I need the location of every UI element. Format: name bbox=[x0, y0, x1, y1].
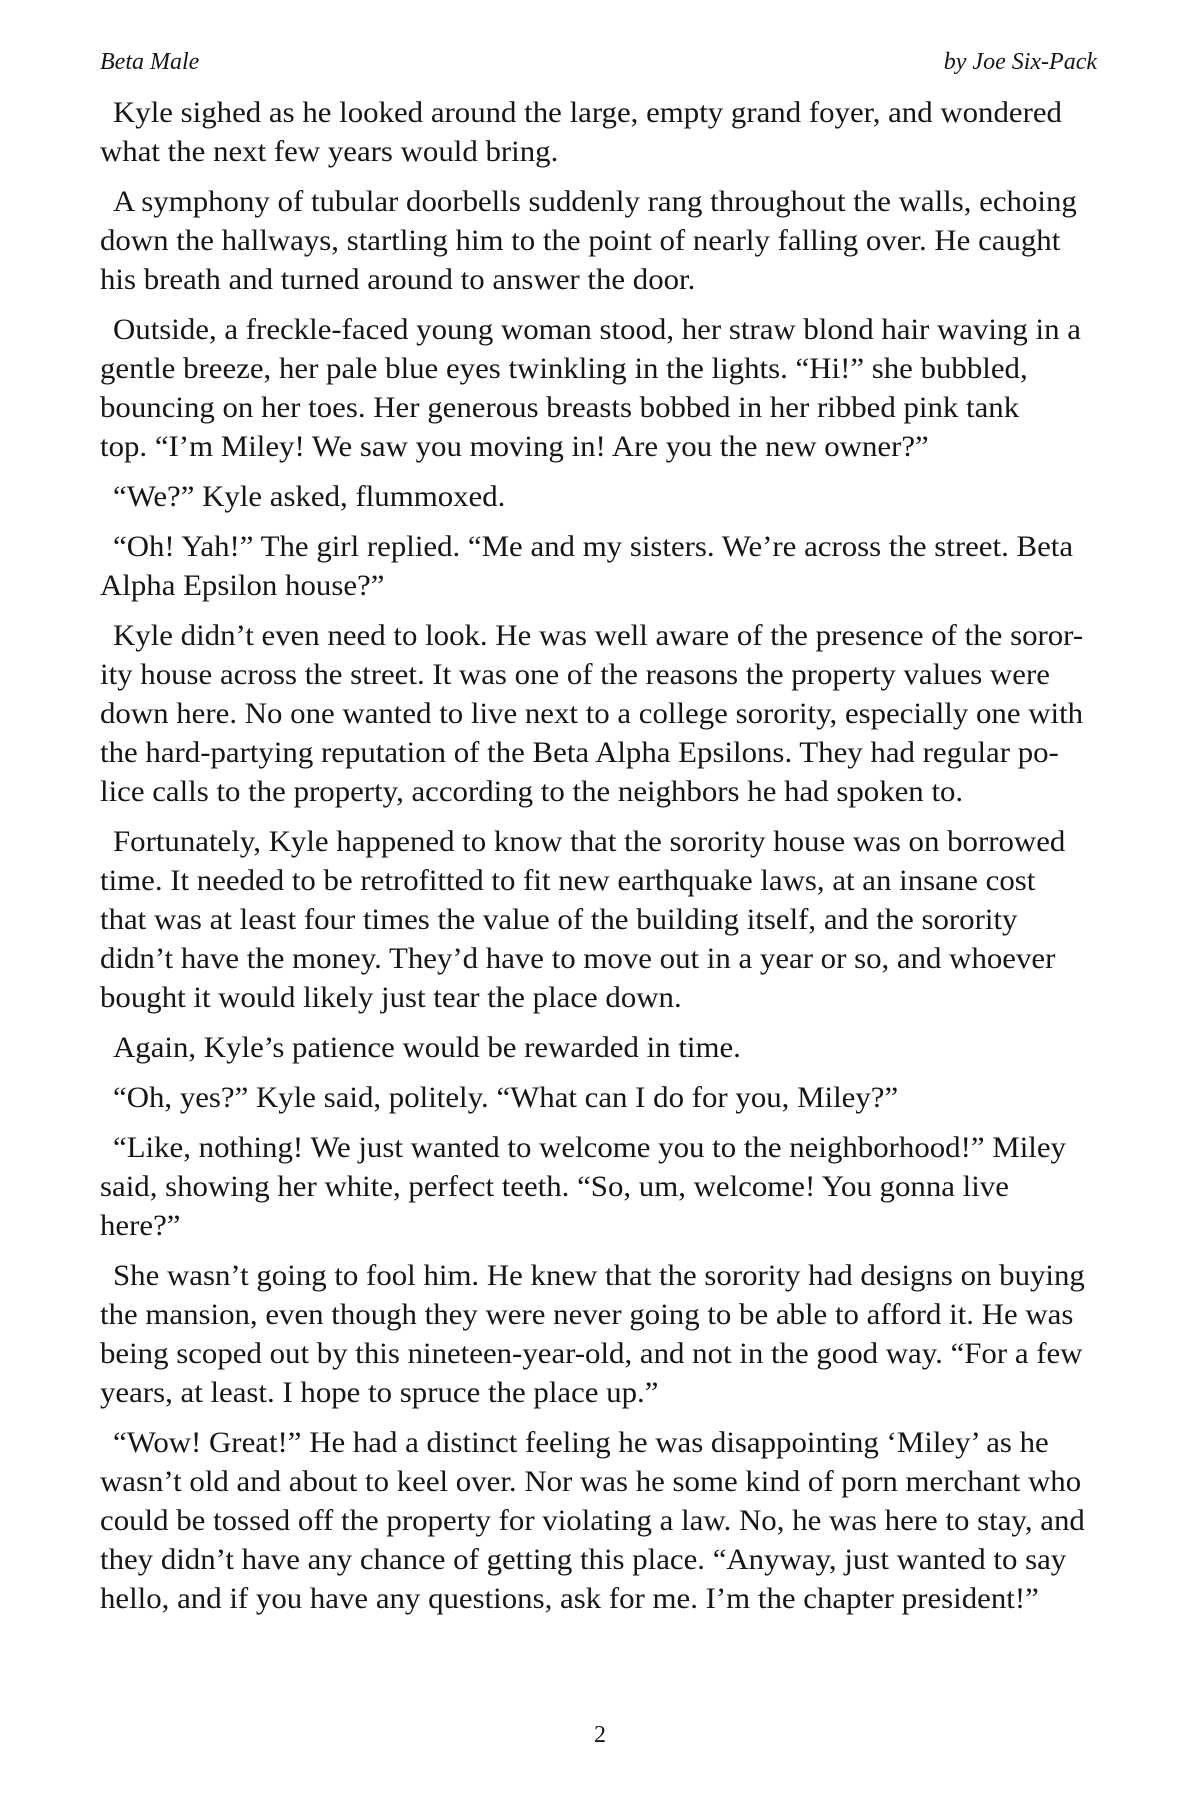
text-line-content: “Oh! Yah!” The girl replied. “Me and my sisters. We’re across the street. Beta bbox=[113, 530, 1074, 563]
text-line bbox=[100, 221, 1100, 260]
text-line bbox=[100, 427, 1100, 466]
text-line bbox=[100, 477, 1100, 516]
text-line-content: Fortunately, Kyle happened to know that the sorority house was on borrowed bbox=[113, 825, 1066, 858]
text-line bbox=[100, 527, 1100, 566]
book-title: Beta Male bbox=[100, 49, 200, 75]
text-line bbox=[100, 1373, 1100, 1412]
text-line bbox=[100, 655, 1100, 694]
text-line-content: ity house across the street. It was one of the reasons the property values were bbox=[100, 658, 1050, 691]
body-text bbox=[100, 93, 1100, 1629]
text-line-content: Kyle didn’t even need to look. He was well aware of the presence of the soror- bbox=[113, 619, 1084, 652]
text-line bbox=[100, 566, 1100, 605]
text-line-content: being scoped out by this nineteen-year-old, and not in the good way. “For a few bbox=[100, 1337, 1083, 1370]
text-line bbox=[100, 772, 1100, 811]
text-line bbox=[100, 1540, 1100, 1579]
paragraph bbox=[100, 1256, 1100, 1412]
text-line-content: they didn’t have any chance of getting this place. “Anyway, just wanted to say bbox=[100, 1543, 1067, 1576]
text-line bbox=[100, 349, 1100, 388]
text-line-content: Outside, a freckle-faced young woman stood, her straw blond hair waving in a bbox=[113, 313, 1081, 346]
text-line-content: gentle breeze, her pale blue eyes twinkling in the lights. “Hi!” she bubbled, bbox=[100, 352, 1028, 385]
text-line-content: “Wow! Great!” He had a distinct feeling he was disappointing ‘Miley’ as he bbox=[113, 1426, 1049, 1459]
paragraph bbox=[100, 182, 1100, 299]
paragraph bbox=[100, 1128, 1100, 1245]
text-line-content: top. “I’m Miley! We saw you moving in! Are you the new owner?” bbox=[100, 430, 929, 463]
text-line-content: hello, and if you have any questions, ask for me. I’m the chapter president!” bbox=[100, 1582, 1039, 1615]
text-line bbox=[100, 1462, 1100, 1501]
text-line bbox=[100, 1295, 1100, 1334]
text-line-content: Again, Kyle’s patience would be rewarded in time. bbox=[113, 1031, 741, 1064]
text-line bbox=[100, 132, 1100, 171]
paragraph bbox=[100, 1028, 1100, 1067]
text-line-content: Kyle sighed as he looked around the large, empty grand foyer, and wondered bbox=[113, 96, 1062, 129]
text-line-content: “Like, nothing! We just wanted to welcome you to the neighborhood!” Miley bbox=[113, 1131, 1066, 1164]
running-head bbox=[100, 47, 1097, 77]
text-line-content: didn’t have the money. They’d have to move out in a year or so, and whoever bbox=[100, 942, 1056, 975]
text-line-content: wasn’t old and about to keel over. Nor was he some kind of porn merchant who bbox=[100, 1465, 1082, 1498]
text-line bbox=[100, 939, 1100, 978]
text-line bbox=[100, 861, 1100, 900]
paragraph bbox=[100, 527, 1100, 605]
text-line bbox=[100, 1501, 1100, 1540]
text-line bbox=[100, 1028, 1100, 1067]
paragraph bbox=[100, 1078, 1100, 1117]
text-line bbox=[100, 182, 1100, 221]
text-line bbox=[100, 310, 1100, 349]
text-line bbox=[100, 822, 1100, 861]
text-line-content: his breath and turned around to answer the door. bbox=[100, 263, 696, 296]
text-line-content: She wasn’t going to fool him. He knew that the sorority had designs on buying bbox=[113, 1259, 1085, 1292]
text-line bbox=[100, 978, 1100, 1017]
text-line bbox=[100, 1128, 1100, 1167]
text-line bbox=[100, 1423, 1100, 1462]
book-author: by Joe Six-Pack bbox=[943, 49, 1097, 75]
paragraph bbox=[100, 477, 1100, 516]
text-line-content: the hard-partying reputation of the Beta Alpha Epsilons. They had regular po- bbox=[100, 736, 1059, 769]
text-line bbox=[100, 694, 1100, 733]
text-line-content: could be tossed off the property for violating a law. No, he was here to stay, and bbox=[100, 1504, 1085, 1537]
text-line-content: here?” bbox=[100, 1209, 181, 1242]
text-line-content: the mansion, even though they were never going to be able to afford it. He was bbox=[100, 1298, 1074, 1331]
text-line bbox=[100, 1167, 1100, 1206]
text-line-content: what the next few years would bring. bbox=[100, 135, 559, 168]
text-line-content: time. It needed to be retrofitted to fit new earthquake laws, at an insane cost bbox=[100, 864, 1036, 897]
text-line bbox=[100, 900, 1100, 939]
paragraph bbox=[100, 310, 1100, 466]
text-line-content: bought it would likely just tear the place down. bbox=[100, 981, 682, 1014]
text-line-content: bouncing on her toes. Her generous breasts bobbed in her ribbed pink tank bbox=[100, 391, 1020, 424]
text-line bbox=[100, 260, 1100, 299]
text-line-content: years, at least. I hope to spruce the place up.” bbox=[100, 1376, 659, 1409]
paragraph bbox=[100, 822, 1100, 1017]
paragraph bbox=[100, 1423, 1100, 1618]
text-line bbox=[100, 733, 1100, 772]
text-line-content: “We?” Kyle asked, flummoxed. bbox=[113, 480, 506, 513]
text-line bbox=[100, 388, 1100, 427]
text-line-content: said, showing her white, perfect teeth. “So, um, welcome! You gonna live bbox=[100, 1170, 1009, 1203]
text-line bbox=[100, 1579, 1100, 1618]
paragraph bbox=[100, 616, 1100, 811]
text-line bbox=[100, 1334, 1100, 1373]
text-line-content: “Oh, yes?” Kyle said, politely. “What can I do for you, Miley?” bbox=[113, 1081, 899, 1114]
page-number: 2 bbox=[594, 1722, 606, 1748]
text-line-content: down here. No one wanted to live next to a college sorority, especially one with bbox=[100, 697, 1084, 730]
text-line-content: Alpha Epsilon house?” bbox=[100, 569, 385, 602]
text-line-content: down the hallways, startling him to the point of nearly falling over. He caught bbox=[100, 224, 1061, 257]
text-line bbox=[100, 1078, 1100, 1117]
text-line-content: that was at least four times the value of the building itself, and the sorority bbox=[100, 903, 1018, 936]
text-line bbox=[100, 616, 1100, 655]
paragraph bbox=[100, 93, 1100, 171]
text-line-content: A symphony of tubular doorbells suddenly rang throughout the walls, echoing bbox=[113, 185, 1077, 218]
text-line bbox=[100, 1206, 1100, 1245]
text-line bbox=[100, 93, 1100, 132]
text-line-content: lice calls to the property, according to the neighbors he had spoken to. bbox=[100, 775, 964, 808]
text-line bbox=[100, 1256, 1100, 1295]
